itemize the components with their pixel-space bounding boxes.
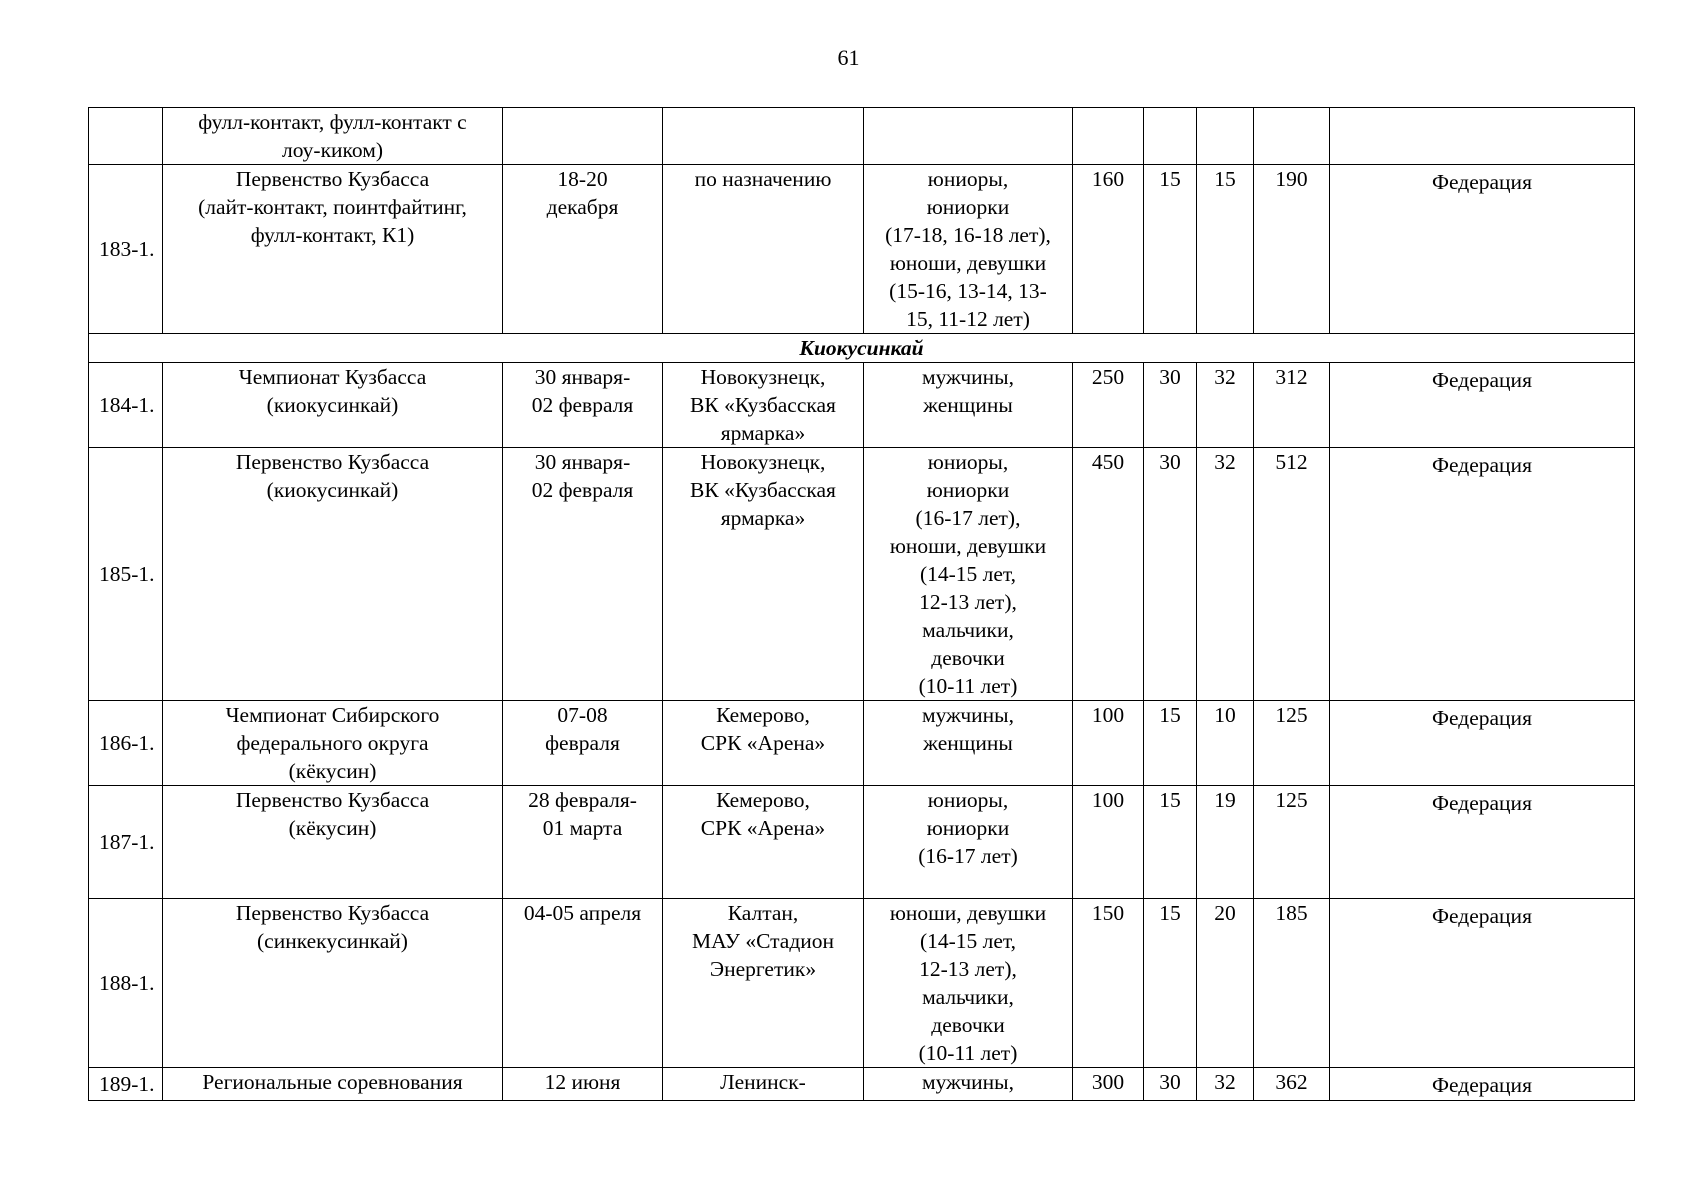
event-place: Кемерово, СРК «Арена» xyxy=(663,701,864,786)
count-col-2 xyxy=(1144,108,1197,165)
table-row xyxy=(89,165,1635,334)
event-name: Чемпионат Сибирского федерального округа (кёкусин) xyxy=(163,701,503,786)
count-col-2: 15 xyxy=(1144,165,1197,334)
count-col-1: 160 xyxy=(1073,165,1144,334)
table-row xyxy=(89,701,1635,786)
event-name: Первенство Кузбасса (лайт-контакт, поинтфайтинг, фулл-контакт, К1) xyxy=(163,165,503,334)
event-number: 188-1. xyxy=(89,899,163,1068)
event-dates: 04-05 апреля xyxy=(503,899,663,1068)
event-dates: 18-20 декабря xyxy=(503,165,663,334)
count-col-2: 15 xyxy=(1144,701,1197,786)
count-total: 362 xyxy=(1254,1068,1330,1101)
count-col-1 xyxy=(1073,108,1144,165)
event-place xyxy=(663,108,864,165)
events-table xyxy=(88,107,1635,1101)
count-col-3: 15 xyxy=(1197,165,1254,334)
event-dates: 28 февраля- 01 марта xyxy=(503,786,663,899)
event-organizer: Федерация xyxy=(1330,701,1635,786)
event-organizer: Федерация xyxy=(1330,448,1635,701)
event-place: Калтан, МАУ «Стадион Энергетик» xyxy=(663,899,864,1068)
event-organizer xyxy=(1330,108,1635,165)
count-col-1: 150 xyxy=(1073,899,1144,1068)
table-row xyxy=(89,1068,1635,1101)
event-organizer: Федерация xyxy=(1330,786,1635,899)
event-place: Новокузнецк, ВК «Кузбасская ярмарка» xyxy=(663,448,864,701)
event-number: 184-1. xyxy=(89,363,163,448)
event-place: Ленинск- xyxy=(663,1068,864,1101)
event-number: 185-1. xyxy=(89,448,163,701)
event-participants xyxy=(864,108,1073,165)
table-row xyxy=(89,786,1635,899)
count-col-3: 10 xyxy=(1197,701,1254,786)
event-participants: юноши, девушки (14-15 лет, 12-13 лет), мальчики, девочки (10-11 лет) xyxy=(864,899,1073,1068)
count-col-1: 250 xyxy=(1073,363,1144,448)
event-organizer: Федерация xyxy=(1330,1068,1635,1101)
count-col-2: 15 xyxy=(1144,899,1197,1068)
event-participants: мужчины, xyxy=(864,1068,1073,1101)
count-col-3: 32 xyxy=(1197,1068,1254,1101)
count-col-1: 450 xyxy=(1073,448,1144,701)
event-organizer: Федерация xyxy=(1330,165,1635,334)
event-dates: 12 июня xyxy=(503,1068,663,1101)
count-col-1: 100 xyxy=(1073,701,1144,786)
event-number: 187-1. xyxy=(89,786,163,899)
count-total: 125 xyxy=(1254,786,1330,899)
event-name: Первенство Кузбасса (киокусинкай) xyxy=(163,448,503,701)
page-number: 61 xyxy=(837,45,860,70)
count-total xyxy=(1254,108,1330,165)
event-name: Чемпионат Кузбасса (киокусинкай) xyxy=(163,363,503,448)
count-col-3: 32 xyxy=(1197,448,1254,701)
event-number: 183-1. xyxy=(89,165,163,334)
count-col-2: 15 xyxy=(1144,786,1197,899)
event-participants: юниоры, юниорки (17-18, 16-18 лет), юноши, девушки (15-16, 13-14, 13- 15, 11-12 лет) xyxy=(864,165,1073,334)
table-row xyxy=(89,899,1635,1068)
event-place: Новокузнецк, ВК «Кузбасская ярмарка» xyxy=(663,363,864,448)
count-total: 512 xyxy=(1254,448,1330,701)
table-row xyxy=(89,363,1635,448)
event-dates xyxy=(503,108,663,165)
event-participants: юниоры, юниорки (16-17 лет), юноши, девушки (14-15 лет, 12-13 лет), мальчики, девочки (10-11 лет) xyxy=(864,448,1073,701)
count-total: 125 xyxy=(1254,701,1330,786)
event-organizer: Федерация xyxy=(1330,899,1635,1068)
section-row xyxy=(89,334,1635,363)
event-name: фулл-контакт, фулл-контакт с лоу-киком) xyxy=(163,108,503,165)
table-row xyxy=(89,448,1635,701)
count-col-2: 30 xyxy=(1144,448,1197,701)
count-col-2: 30 xyxy=(1144,363,1197,448)
event-number xyxy=(89,108,163,165)
count-col-3: 19 xyxy=(1197,786,1254,899)
event-dates: 30 января- 02 февраля xyxy=(503,448,663,701)
count-col-3: 32 xyxy=(1197,363,1254,448)
count-col-1: 300 xyxy=(1073,1068,1144,1101)
event-participants: юниоры, юниорки (16-17 лет) xyxy=(864,786,1073,899)
count-total: 190 xyxy=(1254,165,1330,334)
count-col-2: 30 xyxy=(1144,1068,1197,1101)
event-dates: 30 января- 02 февраля xyxy=(503,363,663,448)
event-number: 189-1. xyxy=(89,1068,163,1101)
event-organizer: Федерация xyxy=(1330,363,1635,448)
count-col-1: 100 xyxy=(1073,786,1144,899)
event-name: Первенство Кузбасса (кёкусин) xyxy=(163,786,503,899)
count-col-3: 20 xyxy=(1197,899,1254,1068)
event-name: Первенство Кузбасса (синкекусинкай) xyxy=(163,899,503,1068)
table-row xyxy=(89,108,1635,165)
event-participants: мужчины, женщины xyxy=(864,701,1073,786)
event-number: 186-1. xyxy=(89,701,163,786)
event-participants: мужчины, женщины xyxy=(864,363,1073,448)
section-heading: Киокусинкай xyxy=(89,334,1635,363)
count-total: 185 xyxy=(1254,899,1330,1068)
event-dates: 07-08 февраля xyxy=(503,701,663,786)
count-total: 312 xyxy=(1254,363,1330,448)
event-place: по назначению xyxy=(663,165,864,334)
event-name: Региональные соревнования xyxy=(163,1068,503,1101)
event-place: Кемерово, СРК «Арена» xyxy=(663,786,864,899)
count-col-3 xyxy=(1197,108,1254,165)
